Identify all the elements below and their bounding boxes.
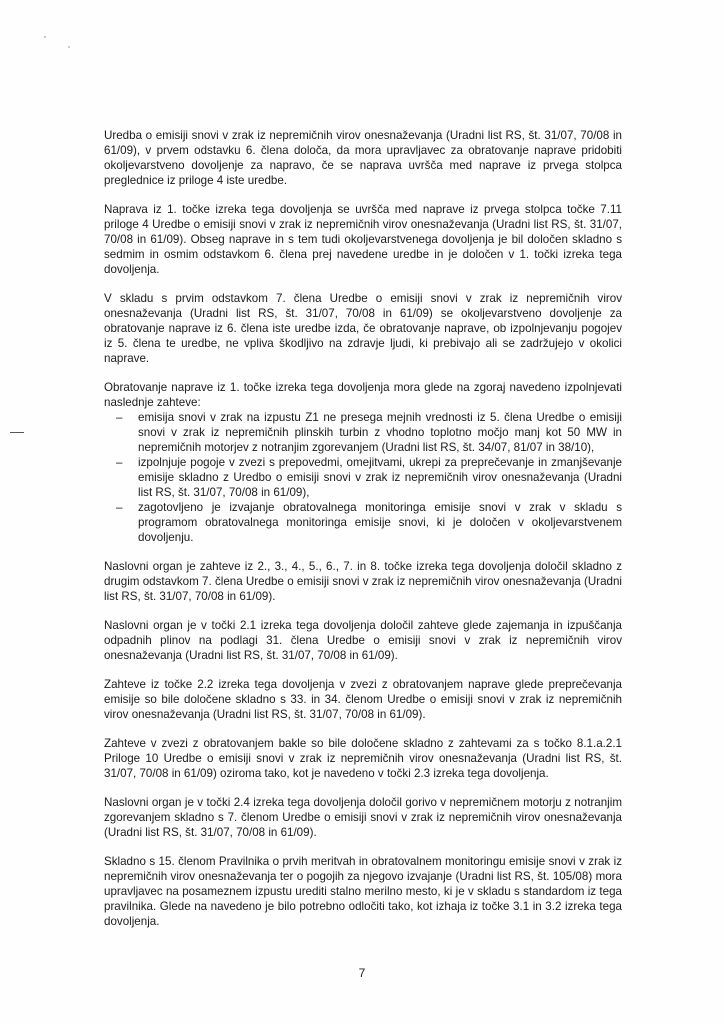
paragraph: Zahteve v zvezi z obratovanjem bakle so bile določene skladno z zahtevami za s točko 8.1.a.2.1 Priloge 10 Uredbe o emisiji snovi v zrak iz nepremičnih virov onesnaževanja (Uradni list RS, št. 31/07, 70/08 in 61/09) oziroma tako, kot je navedeno v točki 2.3 izreka tega dovoljenja. [104, 737, 622, 780]
bullet-dash: – [116, 456, 123, 469]
margin-mark [10, 432, 24, 433]
paragraph: Obratovanje naprave iz 1. točke izreka tega dovoljenja mora glede na zgoraj navedeno izpolnjevati naslednje zahteve: [104, 381, 622, 409]
paragraph: Naslovni organ je zahteve iz 2., 3., 4., 5., 6., 7. in 8. točke izreka tega dovoljenja določil skladno z drugim odstavkom 7. člena Uredbe o emisiji snovi v zrak iz nepremičnih virov onesnaževanja (Uradni list RS, št. 31/07, 70/08 in 61/09). [104, 560, 622, 603]
paragraph: Naslovni organ je v točki 2.4 izreka tega dovoljenja določil gorivo v nepremičnem motorju z notranjim zgorevanjem skladno s 7. členom Uredbe o emisiji snovi v zrak iz nepremičnih virov onesnaževanja (Uradni list RS, št. 31/07, 70/08 in 61/09). [104, 796, 622, 839]
bullet-dash: – [116, 501, 123, 514]
scan-speck [44, 36, 46, 38]
scan-speck [68, 46, 70, 48]
paragraph: V skladu s prvim odstavkom 7. člena Uredbe o emisiji snovi v zrak iz nepremičnih virov onesnaževanja (Uradni list RS, št. 31/07, 70/08 in 61/09) se okoljevarstveno dovoljenje za obratovanje naprave iz 6. člena iste uredbe izda, če obratovanje naprave, ob izpolnjevanju pogojev iz 5. člena te uredbe, ne vpliva škodljivo na zdravje ljudi, ki prebivajo ali se zadržujejo v okolici naprave. [104, 292, 622, 365]
bullet-dash: – [116, 411, 123, 424]
list-item [116, 410, 622, 455]
list-item-text: emisija snovi v zrak na izpustu Z1 ne presega mejnih vrednosti iz 5. člena Uredbe o emisiji snovi v zrak iz nepremičnih plinskih turbin z vhodno toplotno močjo manj kot 50 MW in nepremičnih motorjev z notranjim zgorevanjem (Uradni list RS, št. 34/07, 81/07 in 38/10), [138, 411, 622, 454]
requirements-list [104, 410, 622, 545]
paragraph: Naslovni organ je v točki 2.1 izreka tega dovoljenja določil zahteve glede zajemanja in izpuščanja odpadnih plinov na podlagi 31. člena Uredbe o emisiji snovi v zrak iz nepremičnih virov onesnaževanja (Uradni list RS, št. 31/07, 70/08 in 61/09). [104, 619, 622, 662]
paragraph: Uredba o emisiji snovi v zrak iz nepremičnih virov onesnaževanja (Uradni list RS, št. 31/07, 70/08 in 61/09), v prvem odstavku 6. člena določa, da mora upravljavec za obratovanje naprave pridobiti okoljevarstveno dovoljenje za napravo, če se naprava uvršča med naprave iz prvega stolpca preglednice iz priloge 4 iste uredbe. [104, 129, 622, 187]
document-body [104, 128, 622, 943]
paragraph: Naprava iz 1. točke izreka tega dovoljenja se uvršča med naprave iz prvega stolpca točke 7.11 priloge 4 Uredbe o emisiji snovi v zrak iz nepremičnih virov onesnaževanja (Uradni list RS, št. 31/07, 70/08 in 61/09). Obseg naprave in s tem tudi okoljevarstvenega dovoljenja je bil določen skladno s sedmim in osmim odstavkom 6. člena prej navedene uredbe in je določen v 1. točki izreka tega dovoljenja. [104, 203, 622, 276]
paragraph: Skladno s 15. členom Pravilnika o prvih meritvah in obratovalnem monitoringu emisije snovi v zrak iz nepremičnih virov onesnaževanja ter o pogojih za njegovo izvajanje (Uradni list RS, št. 105/08) mora upravljavec na posameznem izpustu urediti stalno merilno mesto, ki je v skladu s standardom iz tega pravilnika. Glede na navedeno je bilo potrebno odločiti tako, kot izhaja iz točke 3.1 in 3.2 izreka tega dovoljenja. [104, 855, 622, 928]
list-item-text: izpolnjuje pogoje v zvezi s prepovedmi, omejitvami, ukrepi za preprečevanje in zmanjševanje emisije skladno z Uredbo o emisiji snovi v zrak iz nepremičnih virov onesnaževanja (Uradni list RS, št. 31/07, 70/08 in 61/09), [138, 456, 622, 499]
paragraph: Zahteve iz točke 2.2 izreka tega dovoljenja v zvezi z obratovanjem naprave glede preprečevanja emisije so bile določene skladno s 33. in 34. členom Uredbe o emisiji snovi v zrak iz nepremičnih virov onesnaževanja (Uradni list RS, št. 31/07, 70/08 in 61/09). [104, 678, 622, 721]
list-item-text: zagotovljeno je izvajanje obratovalnega monitoringa emisije snovi v zrak v skladu s programom obratovalnega monitoringa emisije snovi, ki je določen v okoljevarstvenem dovoljenju. [138, 501, 622, 544]
list-item [116, 500, 622, 545]
page-number: 7 [358, 966, 366, 980]
list-item [116, 455, 622, 500]
